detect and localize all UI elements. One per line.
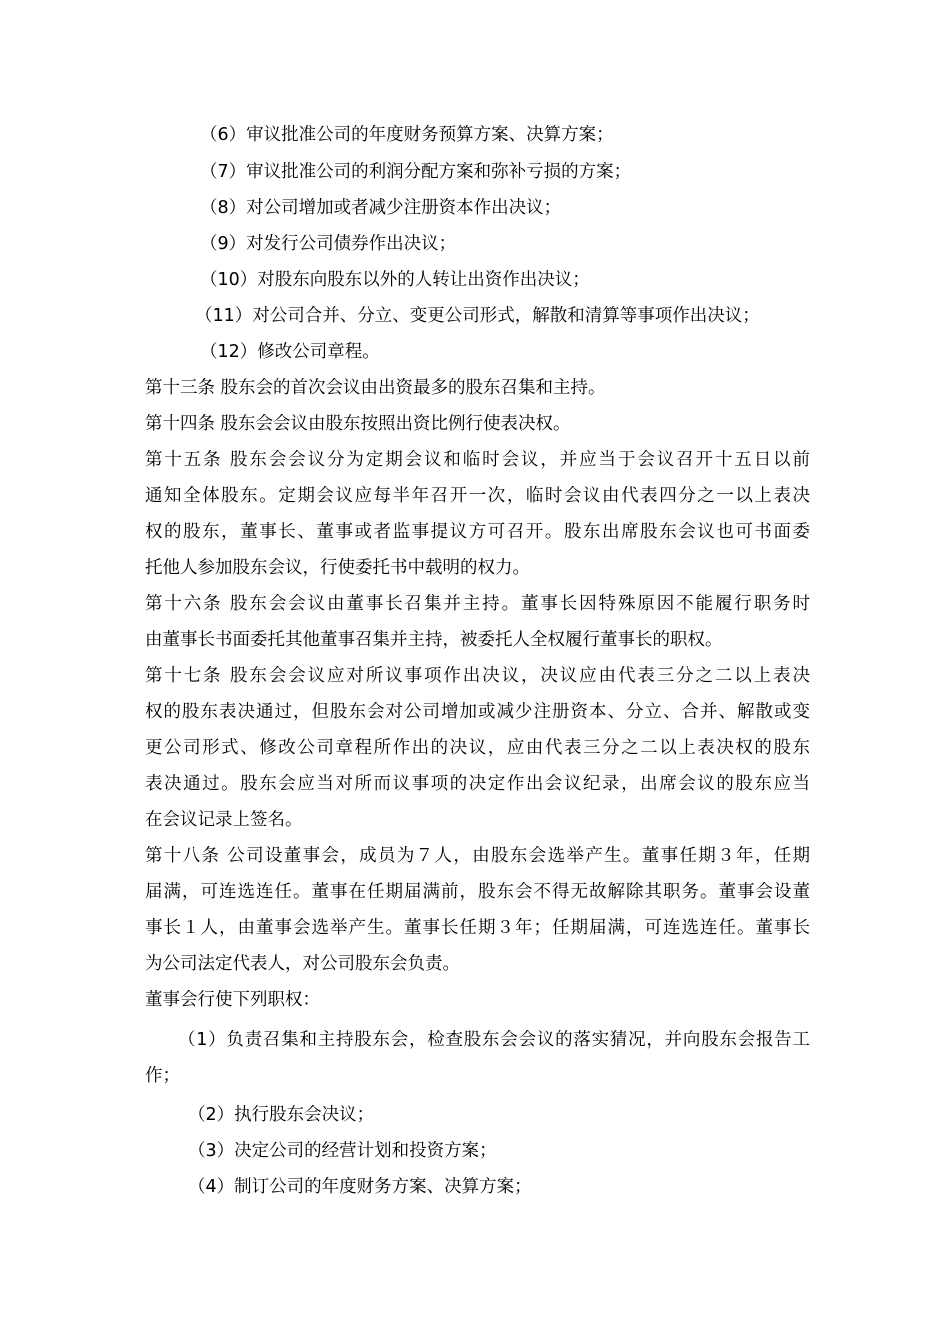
article-line: 通知全体股东。定期会议应每半年召开一次，临时会议由代表四分之一以上表决 [145,486,810,506]
article-line: 为公司法定代表人，对公司股东会负责。 [145,954,460,974]
article-line: 在会议记录上签名。 [145,810,303,830]
list-item: （1）负责召集和主持股东会，检查股东会会议的落实猜况，并向股东会报告工 [178,1030,810,1050]
article-line: 第十四条 股东会会议由股东按照出资比例行使表决权。 [145,414,571,434]
article-line: 第十六条 股东会会议由董事长召集并主持。董事长因特殊原因不能履行职务时 [145,594,810,614]
article-line: 权的股东，董事长、董事或者监事提议方可召开。股东出席股东会议也可书面委 [145,522,810,542]
list-item: （9）对发行公司债券作出决议； [200,234,457,254]
article-line: 第十五条 股东会会议分为定期会议和临时会议，并应当于会议召开十五日以前 [145,450,810,470]
list-item: （7）审议批准公司的利润分配方案和弥补亏损的方案； [200,162,632,182]
list-item: 作； [145,1066,180,1086]
article-line: 更公司形式、修改公司章程所作出的决议，应由代表三分之二以上表决权的股东 [145,738,810,758]
list-item: （2）执行股东会决议； [188,1105,375,1125]
article-line: 表决通过。股东会应当对所而议事项的决定作出会议纪录，出席会议的股东应当 [145,774,810,794]
list-item: （12）修改公司章程。 [200,342,380,362]
article-line: 权的股东表决通过，但股东会对公司增加或减少注册资本、分立、合并、解散或变 [145,702,810,722]
list-item: （3）决定公司的经营计划和投资方案； [188,1141,497,1161]
list-item: （8）对公司增加或者减少注册资本作出决议； [200,198,562,218]
article-line: 届满，可连选连任。董事在任期届满前，股东会不得无故解除其职务。董事会设董 [145,882,810,902]
article-line: 第十七条 股东会会议应对所议事项作出决议，决议应由代表三分之二以上表决 [145,666,810,686]
article-line: 由董事长书面委托其他董事召集并主持，被委托人全权履行董事长的职权。 [145,630,723,650]
list-item: （4）制订公司的年度财务方案、决算方案； [188,1177,532,1197]
list-item: （11）对公司合并、分立、变更公司形式，解散和清算等事项作出决议； [195,306,760,326]
article-line: 托他人参加股东会议，行使委托书中载明的权力。 [145,558,530,578]
section-heading: 董事会行使下列职权： [145,990,320,1010]
list-item: （10）对股东向股东以外的人转让出资作出决议； [200,270,590,290]
article-line: 第十三条 股东会的首次会议由出资最多的股东召集和主持。 [145,378,606,398]
list-item: （6）审议批准公司的年度财务预算方案、决算方案； [200,125,614,145]
article-line: 第十八条 公司设董事会，成员为７人，由股东会选举产生。董事任期３年，任期 [145,846,810,866]
article-line: 事长１人，由董事会选举产生。董事长任期３年；任期届满，可连选连任。董事长 [145,918,810,938]
